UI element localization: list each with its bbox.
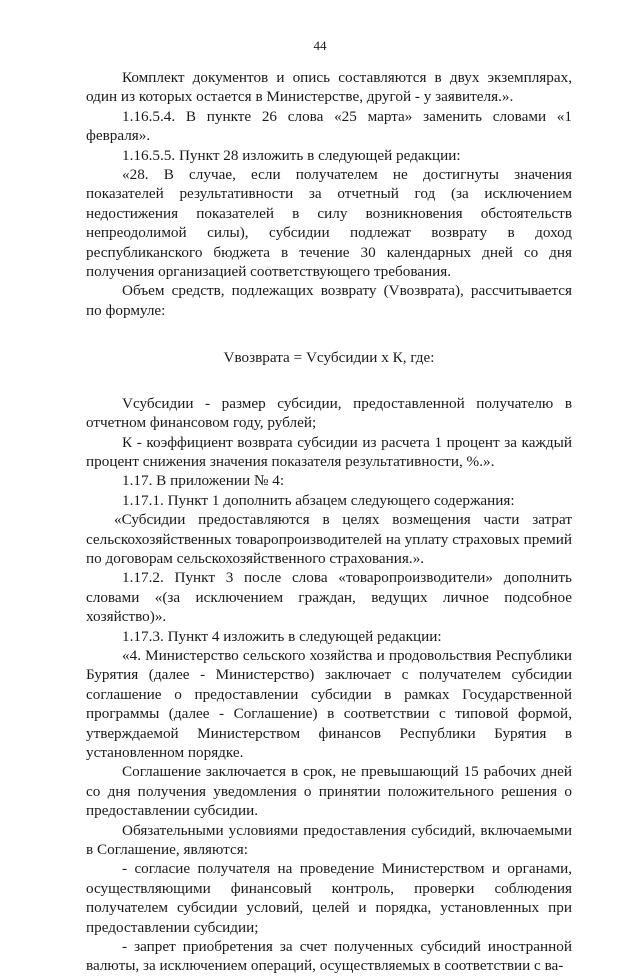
paragraph-condition-currency-ban: - запрет приобретения за счет полученных субсидий иностранной валюты, за исключением операций, осуществляемых в соответствии с ва- <box>86 938 572 975</box>
paragraph-1-17: 1.17. В приложении № 4: <box>122 472 285 490</box>
paragraph-agreement-term: Соглашение заключается в срок, не превышающий 15 рабочих дней со дня получения уведомления о принятии положительного решения о предоставлении субсидии. <box>86 763 572 820</box>
paragraph-subsidy-purpose: «Субсидии предоставляются в целях возмещения части затрат сельскохозяйственных товаропроизводителей на уплату страховых премий по договорам сельскохозяйственного страхования.». <box>86 511 572 567</box>
paragraph-1-17-1: 1.17.1. Пункт 1 дополнить абзацем следующего содержания: <box>122 491 515 509</box>
paragraph-k-coefficient-definition: К - коэффициент возврата субсидии из расчета 1 процент за каждый процент снижения значения показателя результативности, %.». <box>86 433 572 470</box>
paragraph-condition-audit-consent: - согласие получателя на проведение Министерством и органами, осуществляющими финансовый контроль, проверки соблюдения получателем субсидии условий, целей и порядка, установленных при предоставлении субсидии; <box>86 860 572 936</box>
paragraph-1-16-5-5: 1.16.5.5. Пункт 28 изложить в следующей редакции: <box>122 146 461 164</box>
paragraph-clause-4: «4. Министерство сельского хозяйства и продовольствия Республики Бурятия (далее - Министерство) заключает с получателем субсидии соглашение о предоставлении субсидии в рамках Государственной программы (далее - Соглашение) в соответствии с типовой формой, утверждаемой Министерством финансов Республики Бурятия в установленном порядке. <box>86 646 572 761</box>
paragraph-1-16-5-4: 1.16.5.4. В пункте 26 слова «25 марта» заменить словами «1 февраля». <box>86 107 572 145</box>
paragraph-mandatory-conditions: Обязательными условиями предоставления субсидий, включаемыми в Соглашение, являются: <box>86 821 572 859</box>
document-body <box>86 68 572 976</box>
paragraph-refund-volume: Объем средств, подлежащих возврату (Vвозврата), рассчитывается по формуле: <box>86 282 572 319</box>
paragraph-documents-set: Комплект документов и опись составляются в двух экземплярах, один из которых остается в Министерстве, другой - у заявителя.». <box>86 69 572 106</box>
page-number: 44 <box>313 38 327 53</box>
paragraph-1-17-2: 1.17.2. Пункт 3 после слова «товаропроизводители» дополнить словами «(за исключением граждан, ведущих личное подсобное хозяйство)». <box>86 569 572 626</box>
refund-formula: Vвозврата = Vсубсидии х К, где: <box>223 349 435 367</box>
paragraph-clause-28: «28. В случае, если получателем не достигнуты значения показателей результативности за отчетный год (за исключением недостижения показателей в силу возникновения обстоятельств непреодолимой силы), субсидии подлежат возврату в доход республиканского бюджета в течение 30 календарных дней со дня получения организацией соответствующего требования. <box>86 166 572 281</box>
paragraph-1-17-3: 1.17.3. Пункт 4 изложить в следующей редакции: <box>122 627 442 645</box>
paragraph-v-subsidy-definition: Vсубсидии - размер субсидии, предоставленной получателю в отчетном финансовом году, рублей; <box>86 394 572 432</box>
